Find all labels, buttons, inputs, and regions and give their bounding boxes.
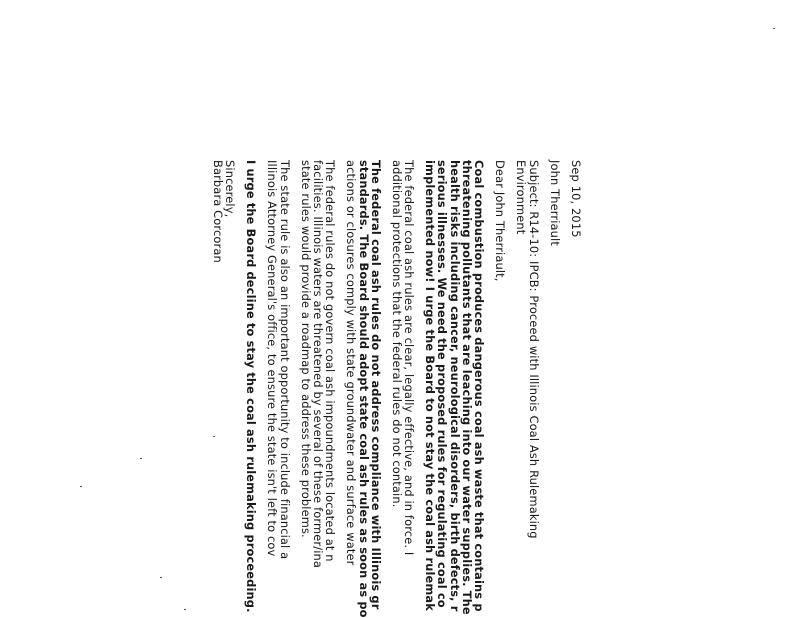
paragraph-line: The federal coal ash rules do not address compliance with Illinois gr (368, 160, 383, 610)
paragraph-line: health risks including cancer, neurological disorders, birth defects, r (447, 160, 462, 612)
letter-subject-continued: Environment (514, 160, 529, 235)
paragraph-line: Coal combustion produces dangerous coal ash waste that contains p (472, 160, 487, 612)
paragraph-line: standards. The Board should adopt state coal ash rules as soon as po (356, 160, 371, 618)
paragraph-line: serious illnesses. We need the proposed rules for regulating coal co (435, 160, 450, 608)
paragraph-line: I urge the Board decline to stay the coal ash rulemaking proceeding. (244, 160, 259, 613)
letter-subject: Subject: R14-10: IPCB: Proceed with Illinois Coal Ash Rulemaking (526, 160, 541, 539)
letter-body (210, 160, 583, 618)
scan-speck (184, 609, 186, 610)
scan-speck (80, 486, 82, 487)
paragraph-line: state rules would provide a roadmap to address these problems. (298, 160, 313, 538)
scan-speck (773, 28, 775, 29)
scan-speck (140, 458, 142, 459)
letter-signature: Barbara Corcoran (210, 160, 225, 263)
paragraph-line: actions or closures comply with state groundwater and surface water (344, 160, 359, 566)
letter-date: Sep 10, 2015 (569, 160, 583, 238)
letter-closing: Sincerely, (223, 160, 238, 218)
paragraph-line: facilities. Illinois waters are threatened by several of these former/ina (311, 160, 325, 569)
paragraph-line: Illinois Attorney General's office, to ensure the state isn't left to cov (265, 160, 280, 557)
scan-speck (160, 577, 162, 578)
paragraph-line: The federal coal ash rules are clear, legally effective, and in force. I (402, 160, 417, 556)
paragraph-line: implemented now! I urge the Board to not stay the coal ash rulemak (423, 160, 438, 611)
letter-salutation: Dear John Therriault, (493, 160, 508, 282)
paragraph-line: additional protections that the federal rules do not contain. (389, 160, 404, 508)
scan-speck (213, 436, 215, 437)
paragraph-line: The state rule is also an important opportunity to include financial a (277, 160, 292, 560)
paragraph-line: The federal rules do not govern coal ash impoundments located at n (323, 160, 338, 562)
paragraph-line: threatening pollutants that are leaching into our water supplies. The (459, 160, 474, 615)
letter-recipient: John Therriault (547, 160, 562, 246)
